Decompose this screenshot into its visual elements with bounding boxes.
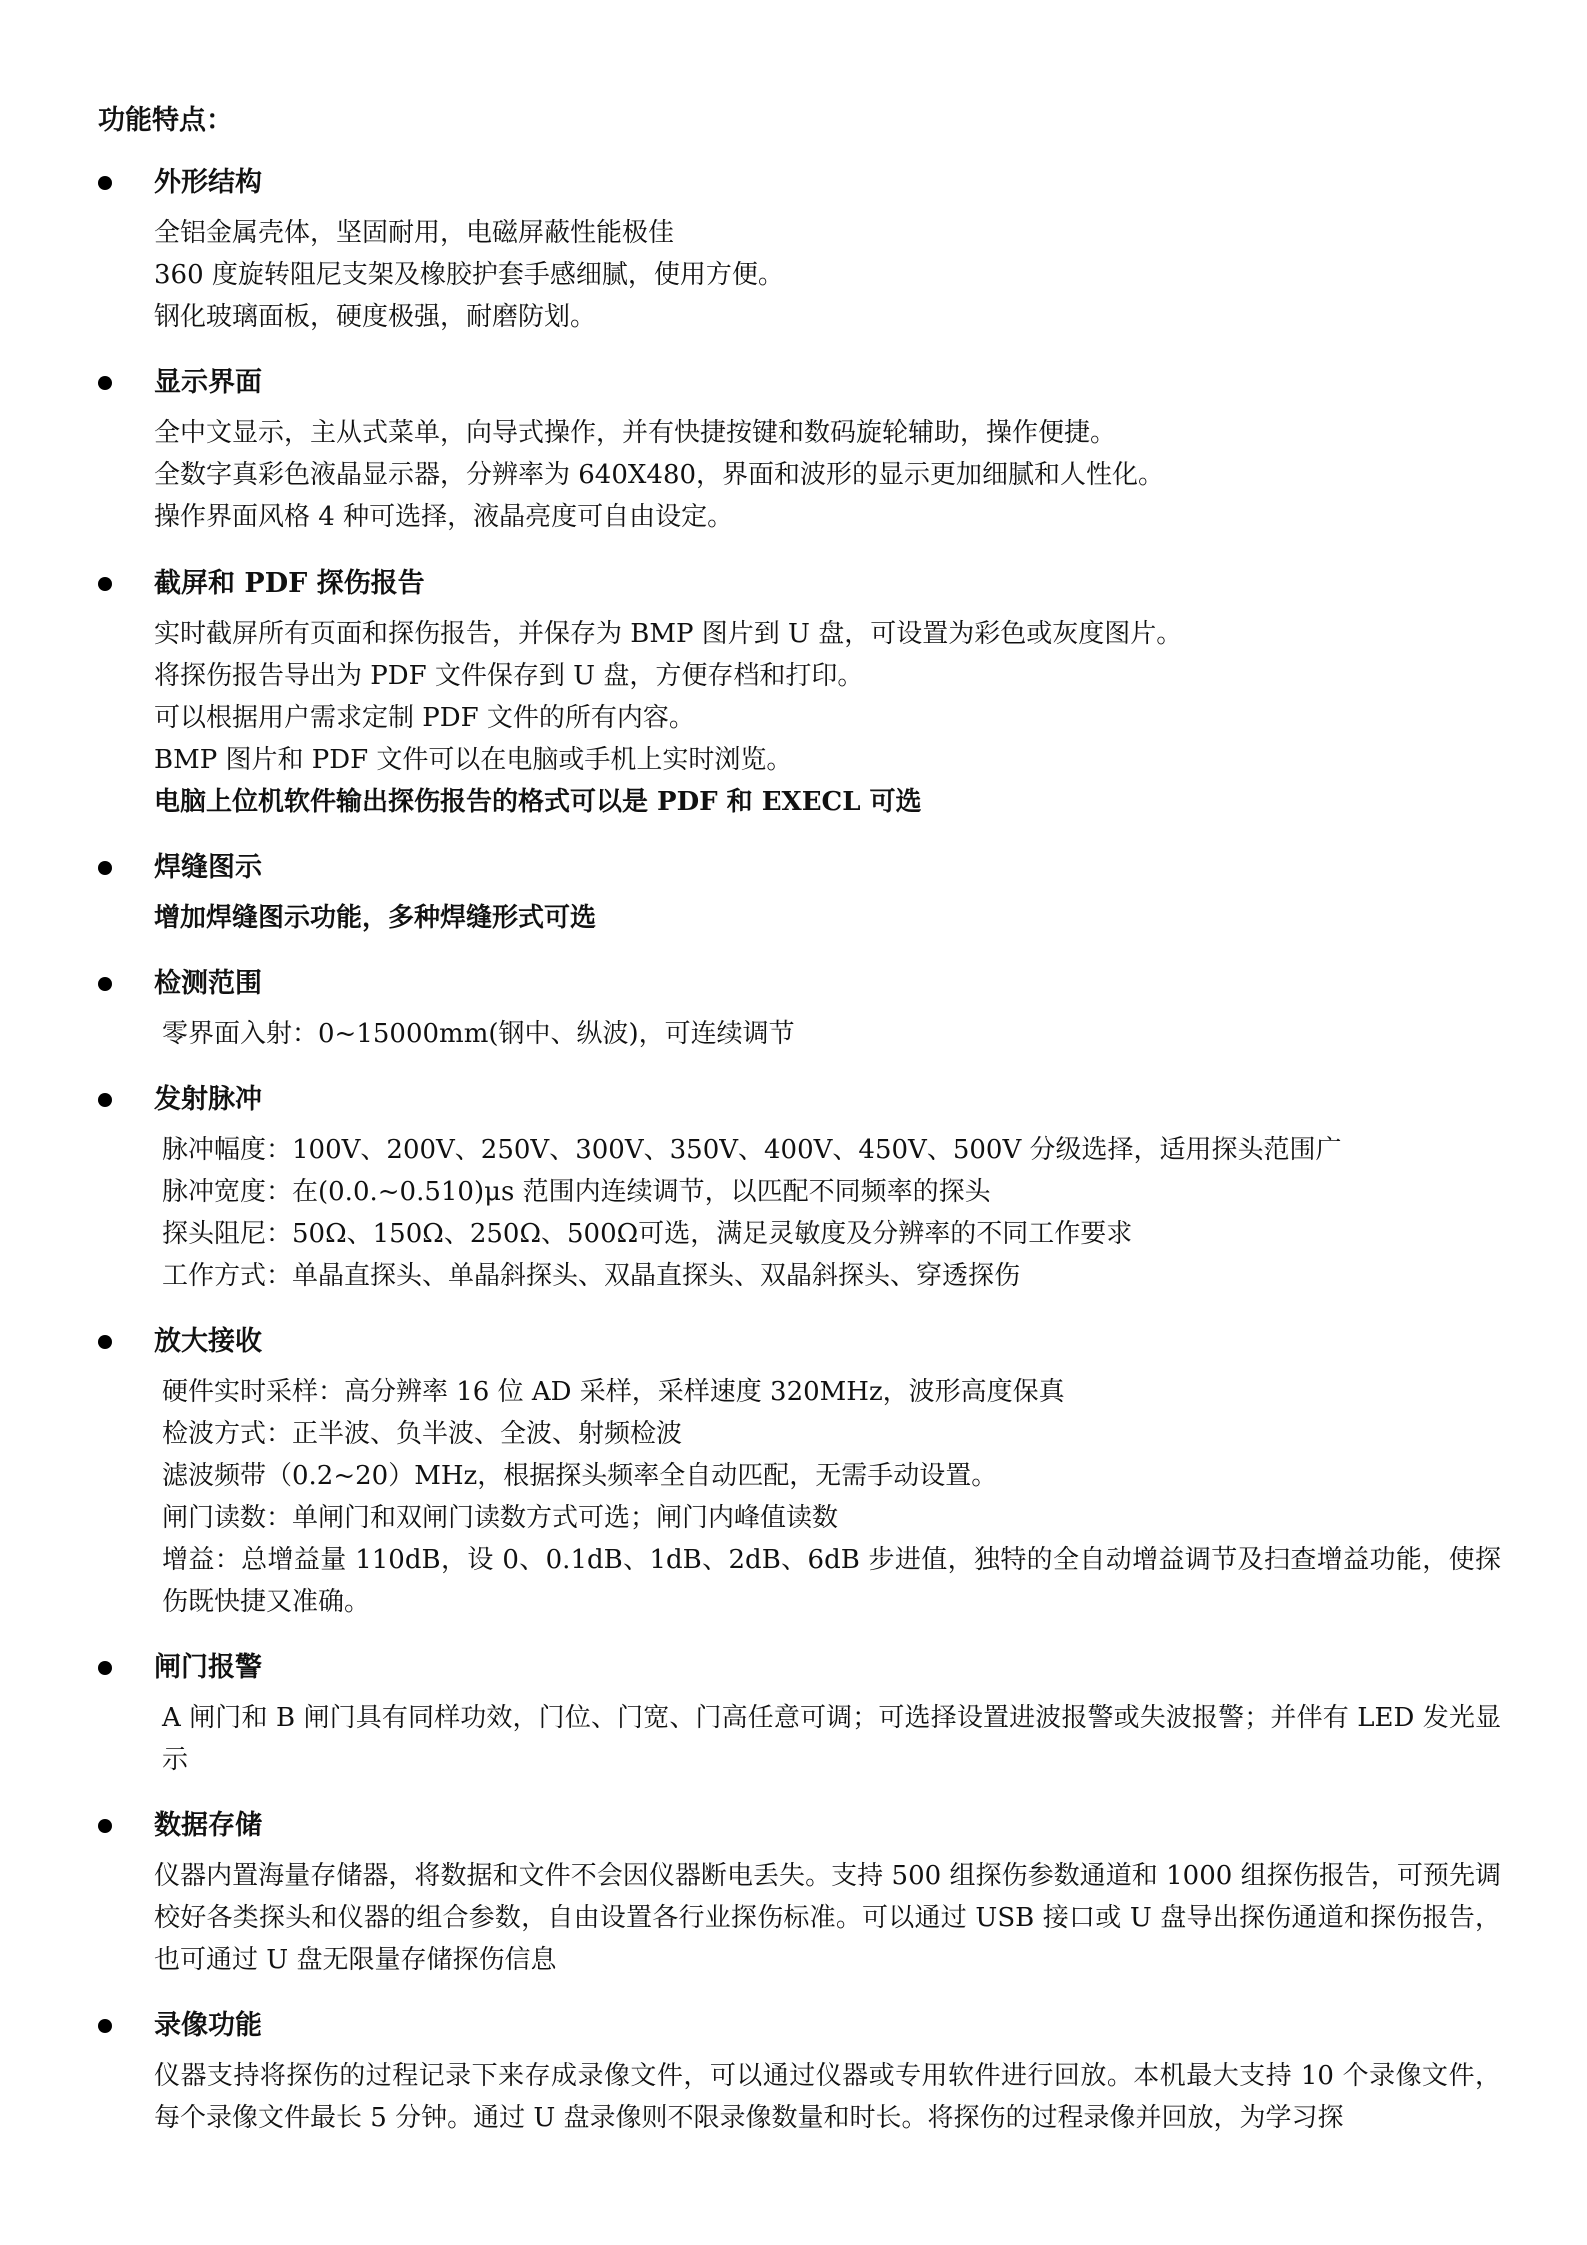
text-paragraph: A 闸门和 B 闸门具有同样功效，门位、门宽、门高任意可调；可选择设置进波报警或失波报警；并伴有 LED 发光显示 [162,1703,1501,1775]
text-line: 零界面入射：0~15000mm(钢中、纵波)，可连续调节 [162,1019,795,1049]
text-line: 全数字真彩色液晶显示器，分辨率为 640X480，界面和波形的显示更加细腻和人性化。 [154,460,1165,490]
section-amplify-receive [0,1322,1587,1623]
bullet-icon [98,176,112,190]
text-line: 可以根据用户需求定制 PDF 文件的所有内容。 [154,703,695,733]
section-title: 放大接收 [154,1326,262,1357]
text-line: 实时截屏所有页面和探伤报告，并保存为 BMP 图片到 U 盘，可设置为彩色或灰度图片。 [154,619,1183,649]
section-title: 数据存储 [154,1810,262,1841]
page-title: 功能特点： [98,105,233,136]
text-line-bold: 电脑上位机软件输出探伤报告的格式可以是 PDF 和 EXECL 可选 [154,787,922,817]
section-heading [0,2006,1587,2048]
section-weld-diagram [0,848,1587,939]
section-heading [0,1806,1587,1848]
text-line: 滤波频带（0.2~20）MHz，根据探头频率全自动匹配，无需手动设置。 [162,1461,998,1491]
text-line: 操作界面风格 4 种可选择，液晶亮度可自由设定。 [154,502,734,532]
text-paragraph: 增益：总增益量 110dB，设 0、0.1dB、1dB、2dB、6dB 步进值，独特的全自动增益调节及扫查增益功能，使探伤既快捷又准确。 [162,1545,1501,1617]
section-title: 显示界面 [154,367,262,398]
section-heading [0,848,1587,890]
text-line: 钢化玻璃面板，硬度极强，耐磨防划。 [154,302,597,332]
bullet-icon [98,861,112,875]
section-video-recording [0,2006,1587,2139]
text-line: 检波方式：正半波、负半波、全波、射频检波 [162,1419,683,1449]
text-line: 硬件实时采样：高分辨率 16 位 AD 采样，采样速度 320MHz，波形高度保真 [162,1377,1065,1407]
section-title: 发射脉冲 [154,1084,262,1115]
section-title: 闸门报警 [154,1652,262,1683]
text-line-bold: 增加焊缝图示功能，多种焊缝形式可选 [154,903,597,933]
section-display-interface [0,363,1587,538]
text-line: 脉冲幅度：100V、200V、250V、300V、350V、400V、450V、500V 分级选择，适用探头范围广 [162,1135,1342,1165]
section-title: 录像功能 [154,2010,262,2041]
section-transmit-pulse [0,1080,1587,1297]
section-heading [0,564,1587,606]
section-title: 焊缝图示 [154,852,262,883]
bullet-icon [98,1093,112,1107]
text-line: 脉冲宽度：在(0.0.~0.510)μs 范围内连续调节，以匹配不同频率的探头 [162,1177,991,1207]
section-heading [0,363,1587,405]
section-detection-range [0,964,1587,1055]
section-exterior-structure [0,163,1587,338]
bullet-icon [98,376,112,390]
bullet-icon [98,977,112,991]
bullet-icon [98,2019,112,2033]
text-line: 闸门读数：单闸门和双闸门读数方式可选；闸门内峰值读数 [162,1503,839,1533]
text-line: 360 度旋转阻尼支架及橡胶护套手感细腻，使用方便。 [154,260,784,290]
section-title: 检测范围 [154,968,262,999]
section-heading [0,1322,1587,1364]
section-gate-alarm [0,1648,1587,1781]
text-line: 全中文显示，主从式菜单，向导式操作，并有快捷按键和数码旋轮辅助，操作便捷。 [154,418,1117,448]
section-data-storage [0,1806,1587,1981]
text-paragraph: 仪器内置海量存储器，将数据和文件不会因仪器断电丢失。支持 500 组探伤参数通道和 1000 组探伤报告，可预先调校好各类探头和仪器的组合参数，自由设置各行业探伤标准。可以通过 USB 接口或 U 盘导出探伤通道和探伤报告，也可通过 U 盘无限量存储探伤信息 [154,1861,1501,1975]
text-line: 将探伤报告导出为 PDF 文件保存到 U 盘，方便存档和打印。 [154,661,864,691]
text-line: 探头阻尼：50Ω、150Ω、250Ω、500Ω可选，满足灵敏度及分辨率的不同工作要求 [162,1219,1133,1249]
text-line: 工作方式：单晶直探头、单晶斜探头、双晶直探头、双晶斜探头、穿透探伤 [162,1261,1021,1291]
bullet-icon [98,577,112,591]
text-paragraph: 仪器支持将探伤的过程记录下来存成录像文件，可以通过仪器或专用软件进行回放。本机最大支持 10 个录像文件，每个录像文件最长 5 分钟。通过 U 盘录像则不限录像数量和时长。将探伤的过程录像并回放，为学习探 [154,2061,1501,2133]
bullet-icon [98,1819,112,1833]
section-heading [0,1648,1587,1690]
section-screenshot-pdf-report [0,564,1587,823]
section-title: 外形结构 [154,167,262,198]
bullet-icon [98,1661,112,1675]
text-line: BMP 图片和 PDF 文件可以在电脑或手机上实时浏览。 [154,745,793,775]
text-line: 全铝金属壳体，坚固耐用，电磁屏蔽性能极佳 [154,218,675,248]
section-title: 截屏和 PDF 探伤报告 [154,568,425,599]
section-heading [0,964,1587,1006]
section-heading [0,1080,1587,1122]
bullet-icon [98,1335,112,1349]
section-heading [0,163,1587,205]
